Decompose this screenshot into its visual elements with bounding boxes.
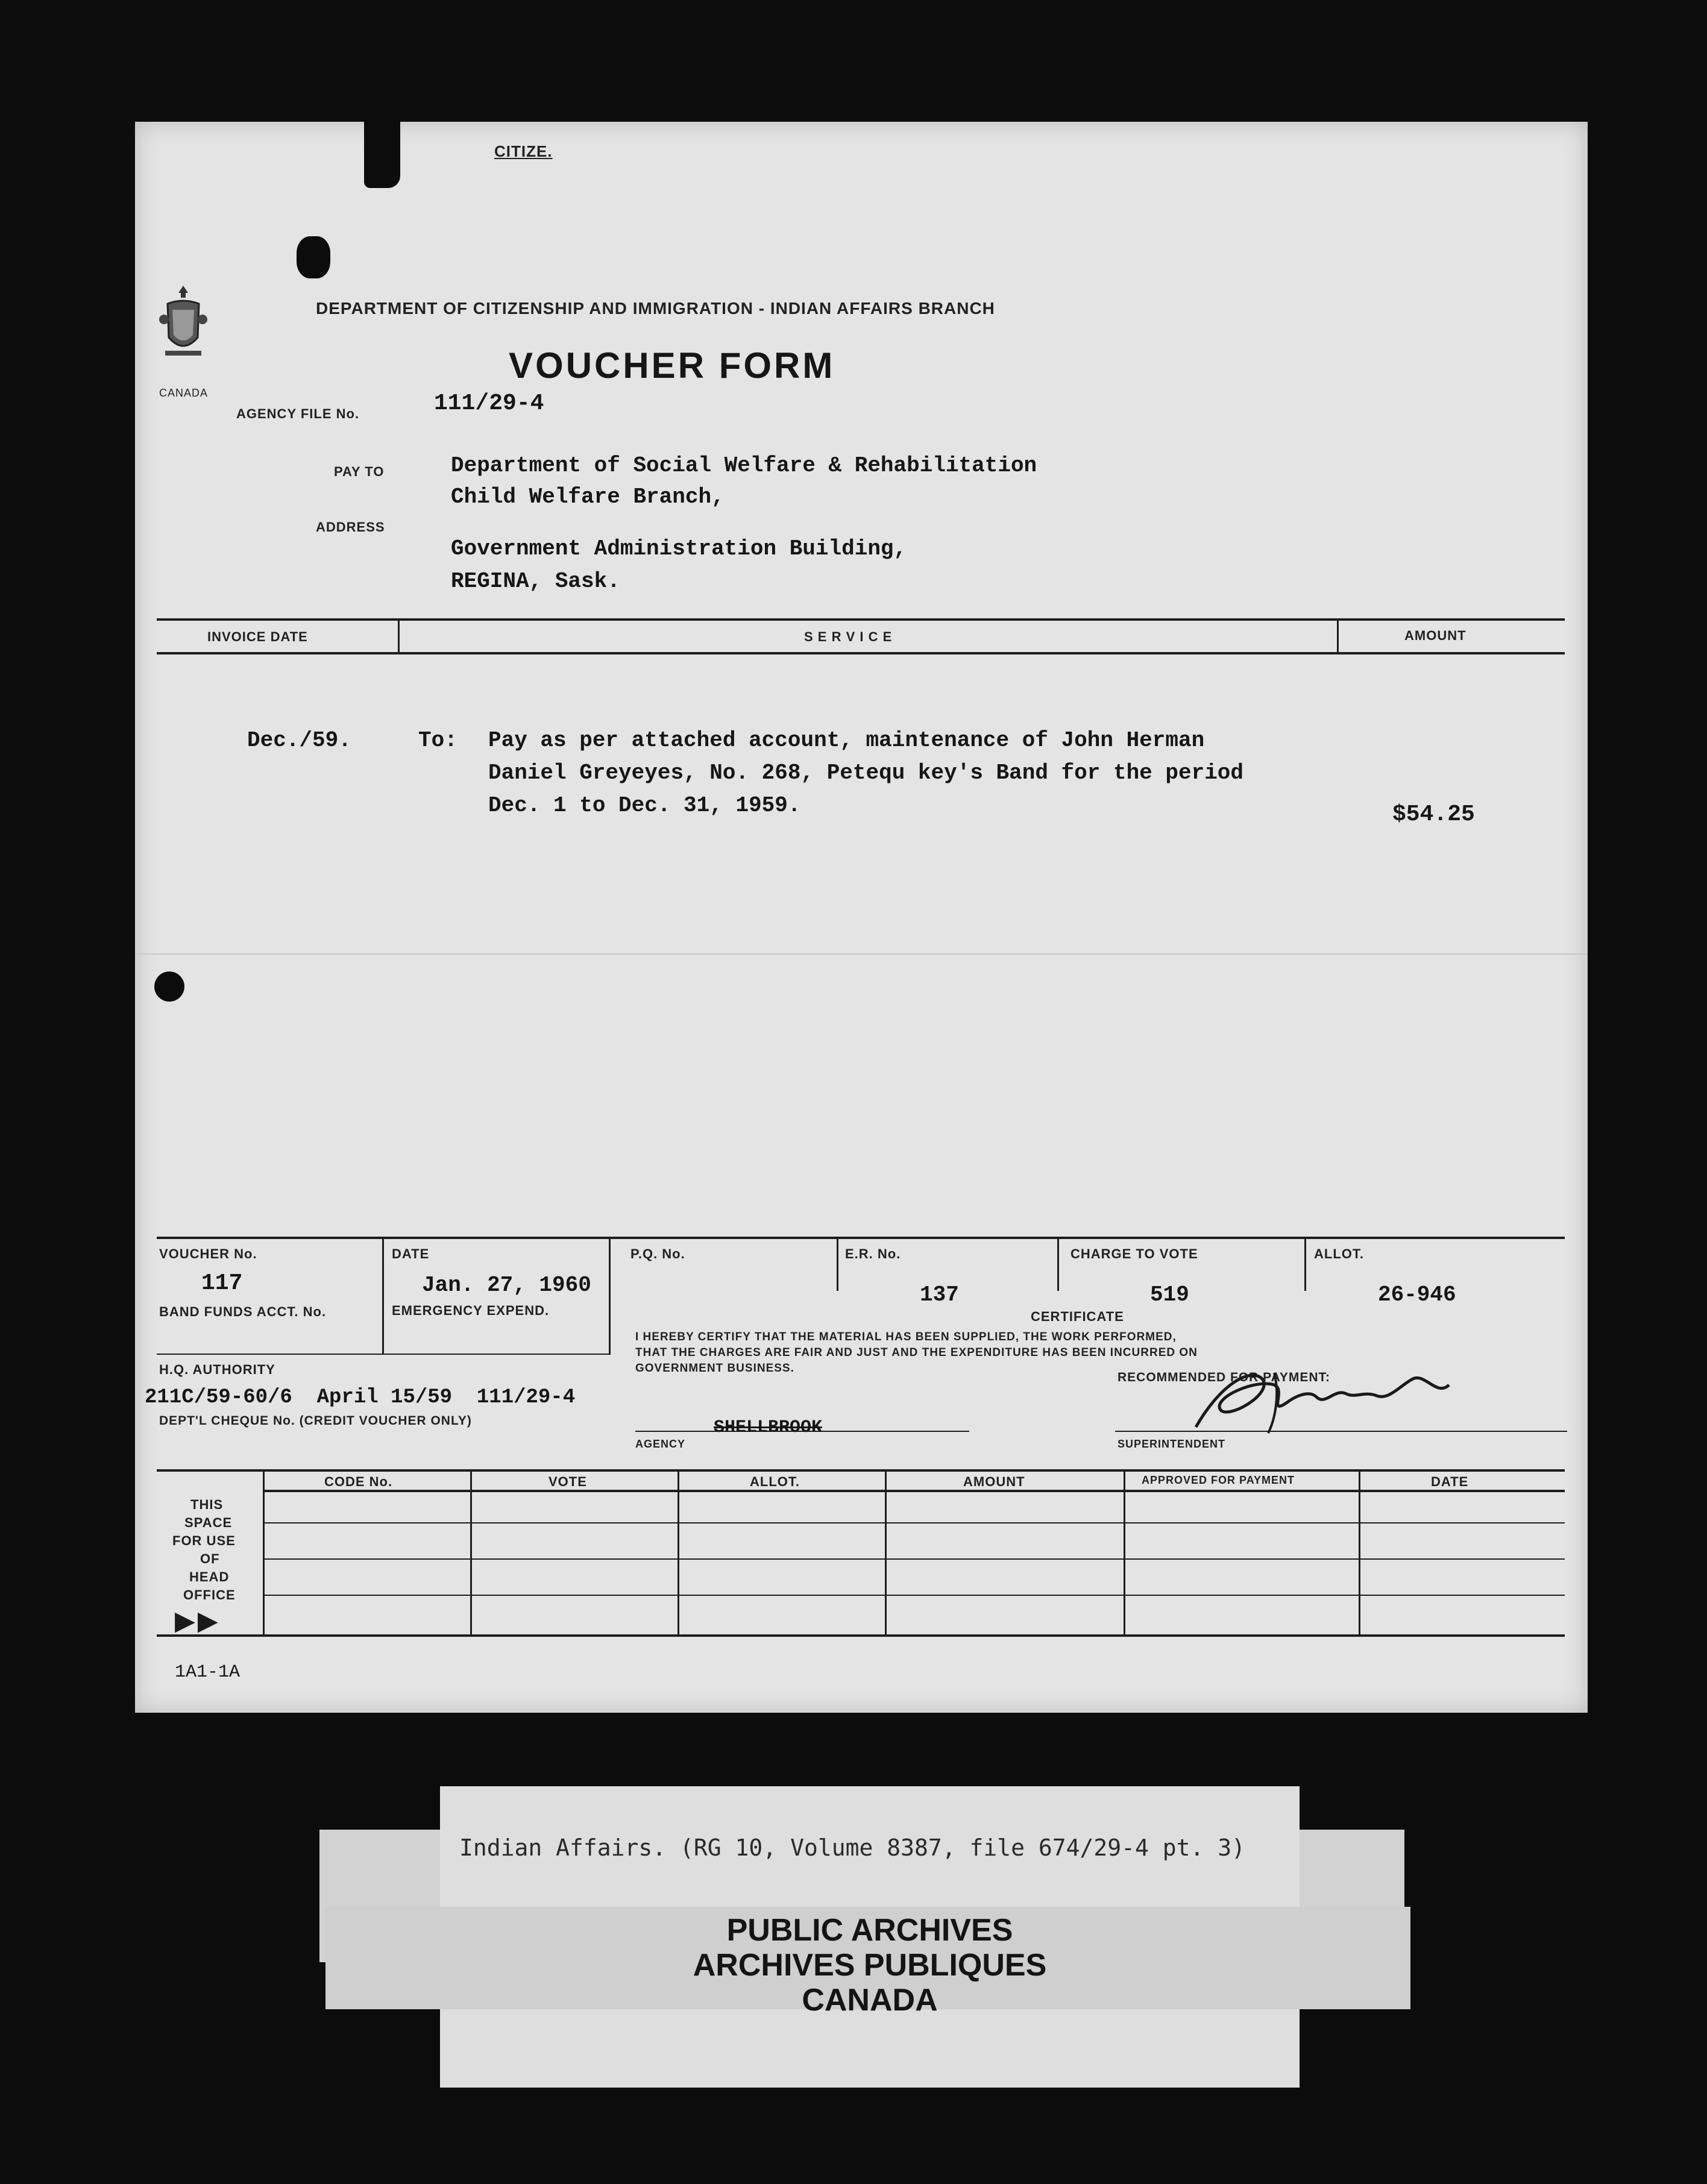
- entry-amount: $54.25: [1392, 802, 1475, 827]
- agency-file-value: 111/29-4: [434, 391, 544, 416]
- rule: [885, 1469, 887, 1636]
- band-funds-label: BAND FUNDS ACCT. No.: [159, 1304, 327, 1319]
- emergency-label: EMERGENCY EXPEND.: [392, 1303, 550, 1318]
- rule: [157, 1354, 610, 1355]
- rule: [837, 1237, 838, 1291]
- rule: [263, 1469, 265, 1636]
- agency-file-label: AGENCY FILE No.: [236, 406, 360, 421]
- rule: [157, 618, 1565, 621]
- top-tab-label: CITIZE.: [494, 142, 553, 160]
- recommended-label: RECOMMENDED FOR PAYMENT:: [1118, 1370, 1331, 1384]
- allot-header: ALLOT.: [750, 1474, 800, 1489]
- entry-line3: Dec. 1 to Dec. 31, 1959.: [488, 793, 801, 818]
- rule: [157, 1469, 1565, 1472]
- rule: [1337, 618, 1339, 653]
- rule: [398, 618, 400, 653]
- stamp-line-1: PUBLIC ARCHIVES: [726, 1913, 1013, 1948]
- address-line2: REGINA, Sask.: [451, 569, 620, 594]
- pay-to-line2: Child Welfare Branch,: [451, 485, 725, 509]
- date-value: Jan. 27, 1960: [422, 1273, 591, 1298]
- dept-cheque-label: DEPT'L CHEQUE No. (CREDIT VOUCHER ONLY): [159, 1414, 472, 1428]
- superintendent-label: SUPERINTENDENT: [1118, 1438, 1226, 1450]
- voucher-form-page: [135, 122, 1588, 1713]
- archive-reference-slip: [440, 1786, 1300, 2088]
- er-label: E.R. No.: [845, 1246, 901, 1261]
- form-title: VOUCHER FORM: [509, 345, 835, 386]
- rule: [677, 1469, 679, 1636]
- amount-col-header: AMOUNT: [963, 1474, 1025, 1489]
- stamp-line-3: CANADA: [802, 1983, 938, 2018]
- entry-line1: Pay as per attached account, maintenance of John Herman: [488, 728, 1205, 753]
- punched-hole: [297, 236, 330, 278]
- rule: [1304, 1237, 1306, 1291]
- pay-to-line1: Department of Social Welfare & Rehabilitation: [451, 453, 1037, 478]
- torn-corner: [364, 122, 400, 188]
- stamp-line-2: ARCHIVES PUBLIQUES: [693, 1948, 1047, 1983]
- rule: [263, 1522, 1565, 1523]
- head-office-side-6: OFFICE: [183, 1587, 236, 1602]
- archive-reference: Indian Affairs. (RG 10, Volume 8387, file 674/29-4 pt. 3): [459, 1834, 1246, 1861]
- invoice-date-header: INVOICE DATE: [207, 629, 308, 644]
- address-line1: Government Administration Building,: [451, 536, 907, 561]
- service-header: S E R V I C E: [804, 629, 893, 644]
- form-code: 1A1-1A: [175, 1662, 240, 1683]
- rule: [263, 1490, 1565, 1492]
- canada-crest-icon: [159, 283, 207, 362]
- allot-label: ALLOT.: [1314, 1246, 1364, 1261]
- vote-header: VOTE: [549, 1474, 587, 1489]
- date-col-header: DATE: [1431, 1474, 1469, 1489]
- head-office-side-3: FOR USE: [172, 1533, 236, 1548]
- country-label: CANADA: [159, 387, 209, 399]
- rule: [470, 1469, 472, 1636]
- certificate-text-3: GOVERNMENT BUSINESS.: [635, 1362, 794, 1375]
- charge-value: 519: [1150, 1282, 1189, 1307]
- voucher-no-value: 117: [201, 1270, 243, 1296]
- rule: [382, 1237, 384, 1355]
- rule: [1057, 1237, 1059, 1291]
- certificate-label: CERTIFICATE: [1031, 1309, 1124, 1324]
- department-heading: DEPARTMENT OF CITIZENSHIP AND IMMIGRATION - INDIAN AFFAIRS BRANCH: [316, 299, 995, 318]
- head-office-side-5: HEAD: [189, 1569, 230, 1584]
- rule: [157, 652, 1565, 654]
- rule: [157, 1237, 1565, 1239]
- charge-label: CHARGE TO VOTE: [1070, 1246, 1198, 1261]
- certificate-text-2: THAT THE CHARGES ARE FAIR AND JUST AND THE EXPENDITURE HAS BEEN INCURRED ON: [635, 1346, 1198, 1359]
- agency-value: SHELLBROOK: [714, 1417, 823, 1438]
- entry-date: Dec./59.: [247, 728, 351, 753]
- voucher-no-label: VOUCHER No.: [159, 1246, 257, 1261]
- allot-value: 26-946: [1378, 1282, 1456, 1307]
- approved-header: APPROVED FOR PAYMENT: [1142, 1474, 1295, 1486]
- amount-header: AMOUNT: [1404, 628, 1467, 643]
- rule: [263, 1558, 1565, 1560]
- hq-authority-label: H.Q. AUTHORITY: [159, 1362, 275, 1377]
- arrow-icon: ▶▶: [175, 1606, 221, 1636]
- head-office-side-1: THIS: [190, 1497, 224, 1512]
- certificate-text-1: I HEREBY CERTIFY THAT THE MATERIAL HAS BEEN SUPPLIED, THE WORK PERFORMED,: [635, 1331, 1177, 1343]
- pay-to-label: PAY TO: [334, 464, 385, 479]
- punched-hole-left: [154, 971, 184, 1002]
- agency-label: AGENCY: [635, 1438, 686, 1450]
- rule: [157, 1634, 1565, 1637]
- hq-authority-value: 211C/59-60/6 April 15/59 111/29-4: [145, 1386, 576, 1409]
- code-no-header: CODE No.: [324, 1474, 393, 1489]
- signature-icon: [1184, 1361, 1473, 1439]
- rule: [263, 1595, 1565, 1596]
- rule: [1124, 1469, 1125, 1636]
- rule: [1359, 1469, 1360, 1636]
- fold-line: [135, 953, 1588, 955]
- address-label: ADDRESS: [316, 519, 385, 535]
- pq-label: P.Q. No.: [630, 1246, 685, 1261]
- rule: [609, 1237, 611, 1355]
- head-office-side-2: SPACE: [184, 1515, 233, 1530]
- entry-to: To:: [418, 728, 457, 753]
- date-label: DATE: [392, 1246, 430, 1261]
- entry-line2: Daniel Greyeyes, No. 268, Petequ key's Band for the period: [488, 761, 1244, 785]
- er-value: 137: [920, 1282, 959, 1307]
- head-office-side-4: OF: [200, 1551, 220, 1566]
- archive-stamp: [440, 1913, 1300, 2018]
- rule: [1115, 1431, 1567, 1432]
